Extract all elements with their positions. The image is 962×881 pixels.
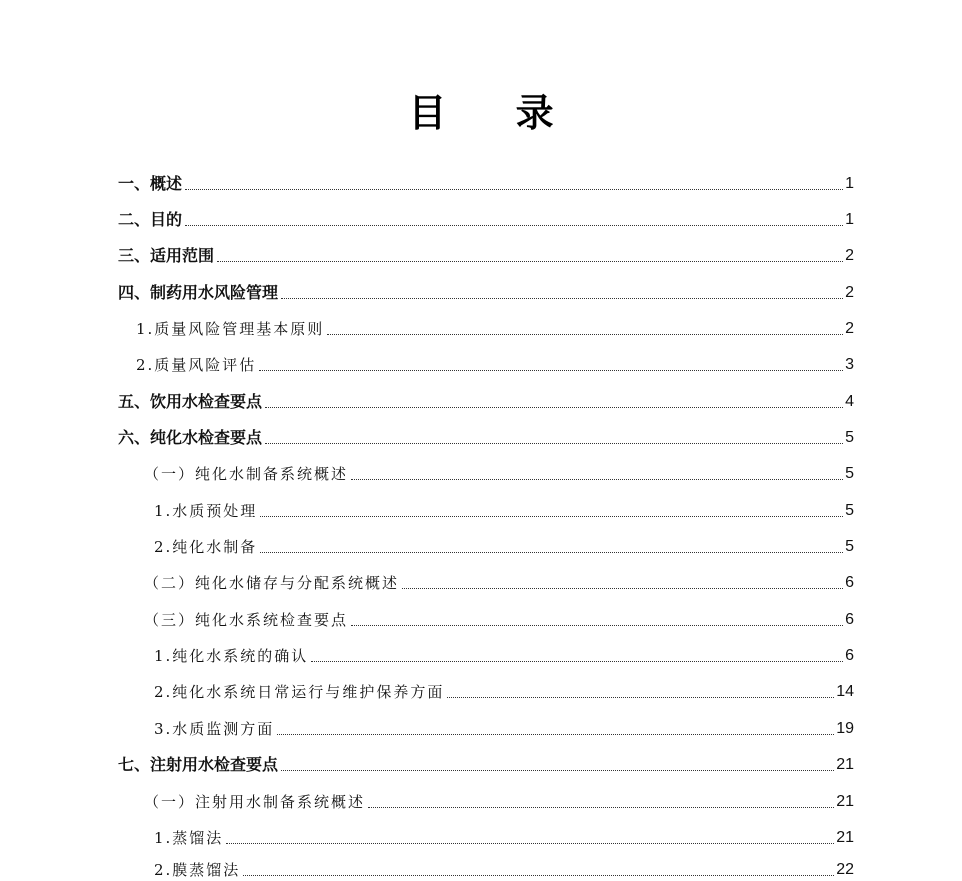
toc-entry-page: 22 [836, 861, 854, 878]
toc-dot-leader [265, 443, 843, 444]
toc-entry[interactable] [154, 532, 854, 558]
toc-entry-page: 21 [836, 793, 854, 810]
toc-entry-page: 4 [845, 393, 854, 410]
toc-entry-page: 21 [836, 756, 854, 773]
toc-entry-label: 二、目的 [118, 210, 183, 229]
toc-entry-page: 21 [836, 829, 854, 846]
toc-entry-label: 四、制药用水风险管理 [118, 283, 279, 302]
toc-entry[interactable] [118, 423, 854, 449]
toc-entry-page: 2 [845, 247, 854, 264]
toc-entry-label: 1.水质预处理 [154, 502, 258, 520]
toc-entry-page: 3 [845, 356, 854, 373]
toc-entry-page: 2 [845, 320, 854, 337]
toc-entry[interactable] [154, 823, 854, 849]
toc-entry[interactable] [154, 496, 854, 522]
toc-entry-label: 七、注射用水检查要点 [118, 755, 279, 774]
toc-dot-leader [281, 770, 834, 771]
toc-entry-label: （一）纯化水制备系统概述 [144, 465, 349, 483]
toc-dot-leader [265, 407, 843, 408]
toc-entry[interactable] [118, 387, 854, 413]
toc-entry-label: 1.蒸馏法 [154, 829, 224, 847]
toc-dot-leader [351, 479, 843, 480]
toc-entry[interactable] [118, 241, 854, 267]
toc-dot-leader [327, 334, 843, 335]
toc-entry[interactable] [154, 855, 854, 881]
toc-entry[interactable] [144, 787, 854, 813]
toc-dot-leader [281, 298, 843, 299]
toc-dot-leader [185, 225, 843, 226]
toc-entry-label: 2.纯化水制备 [154, 538, 258, 556]
toc-entry[interactable] [154, 677, 854, 703]
toc-dot-leader [277, 734, 834, 735]
toc-entry-label: （三）纯化水系统检查要点 [144, 611, 349, 629]
toc-entry-page: 1 [845, 211, 854, 228]
toc-entry-page: 5 [845, 465, 854, 482]
toc-entry-label: 一、概述 [118, 174, 183, 193]
toc-entry-label: 2.纯化水系统日常运行与维护保养方面 [154, 683, 445, 701]
toc-entry[interactable] [136, 350, 854, 376]
toc-entry-page: 1 [845, 175, 854, 192]
toc-entry-page: 5 [845, 429, 854, 446]
toc-dot-leader [351, 625, 843, 626]
toc-dot-leader [217, 261, 843, 262]
toc-entry[interactable] [154, 714, 854, 740]
toc-entry-page: 6 [845, 611, 854, 628]
toc-dot-leader [311, 661, 843, 662]
toc-entry[interactable] [136, 314, 854, 340]
toc-dot-leader [185, 189, 843, 190]
toc-entry[interactable] [118, 205, 854, 231]
toc-entry[interactable] [154, 641, 854, 667]
toc-entry-page: 5 [845, 538, 854, 555]
toc-dot-leader [447, 697, 834, 698]
toc-dot-leader [402, 588, 843, 589]
toc-dot-leader [368, 807, 834, 808]
toc-entry-label: （二）纯化水储存与分配系统概述 [144, 574, 400, 592]
toc-entry-label: 1.纯化水系统的确认 [154, 647, 309, 665]
toc-entry-label: 1.质量风险管理基本原则 [136, 320, 325, 338]
toc-entry-label: 2.膜蒸馏法 [154, 861, 241, 879]
toc-entry[interactable] [118, 278, 854, 304]
toc-entry-label: 3.水质监测方面 [154, 720, 275, 738]
toc-entry-label: 五、饮用水检查要点 [118, 392, 263, 411]
toc-entry-label: （一）注射用水制备系统概述 [144, 793, 366, 811]
toc-entry-page: 14 [836, 683, 854, 700]
toc-dot-leader [259, 370, 843, 371]
toc-entry-label: 2.质量风险评估 [136, 356, 257, 374]
toc-entry[interactable] [144, 459, 854, 485]
toc-dot-leader [243, 875, 834, 876]
toc-title: 目 录 [408, 91, 582, 135]
toc-entry-page: 6 [845, 574, 854, 591]
toc-dot-leader [260, 552, 843, 553]
toc-entry-page: 19 [836, 720, 854, 737]
toc-dot-leader [260, 516, 843, 517]
toc-entry-label: 六、纯化水检查要点 [118, 428, 263, 447]
toc-entry-page: 2 [845, 284, 854, 301]
toc-entry[interactable] [144, 605, 854, 631]
toc-entry[interactable] [144, 568, 854, 594]
toc-entry[interactable] [118, 169, 854, 195]
toc-entry[interactable] [118, 750, 854, 776]
toc-dot-leader [226, 843, 834, 844]
toc-entry-page: 5 [845, 502, 854, 519]
toc-entry-page: 6 [845, 647, 854, 664]
toc-entry-label: 三、适用范围 [118, 246, 215, 265]
